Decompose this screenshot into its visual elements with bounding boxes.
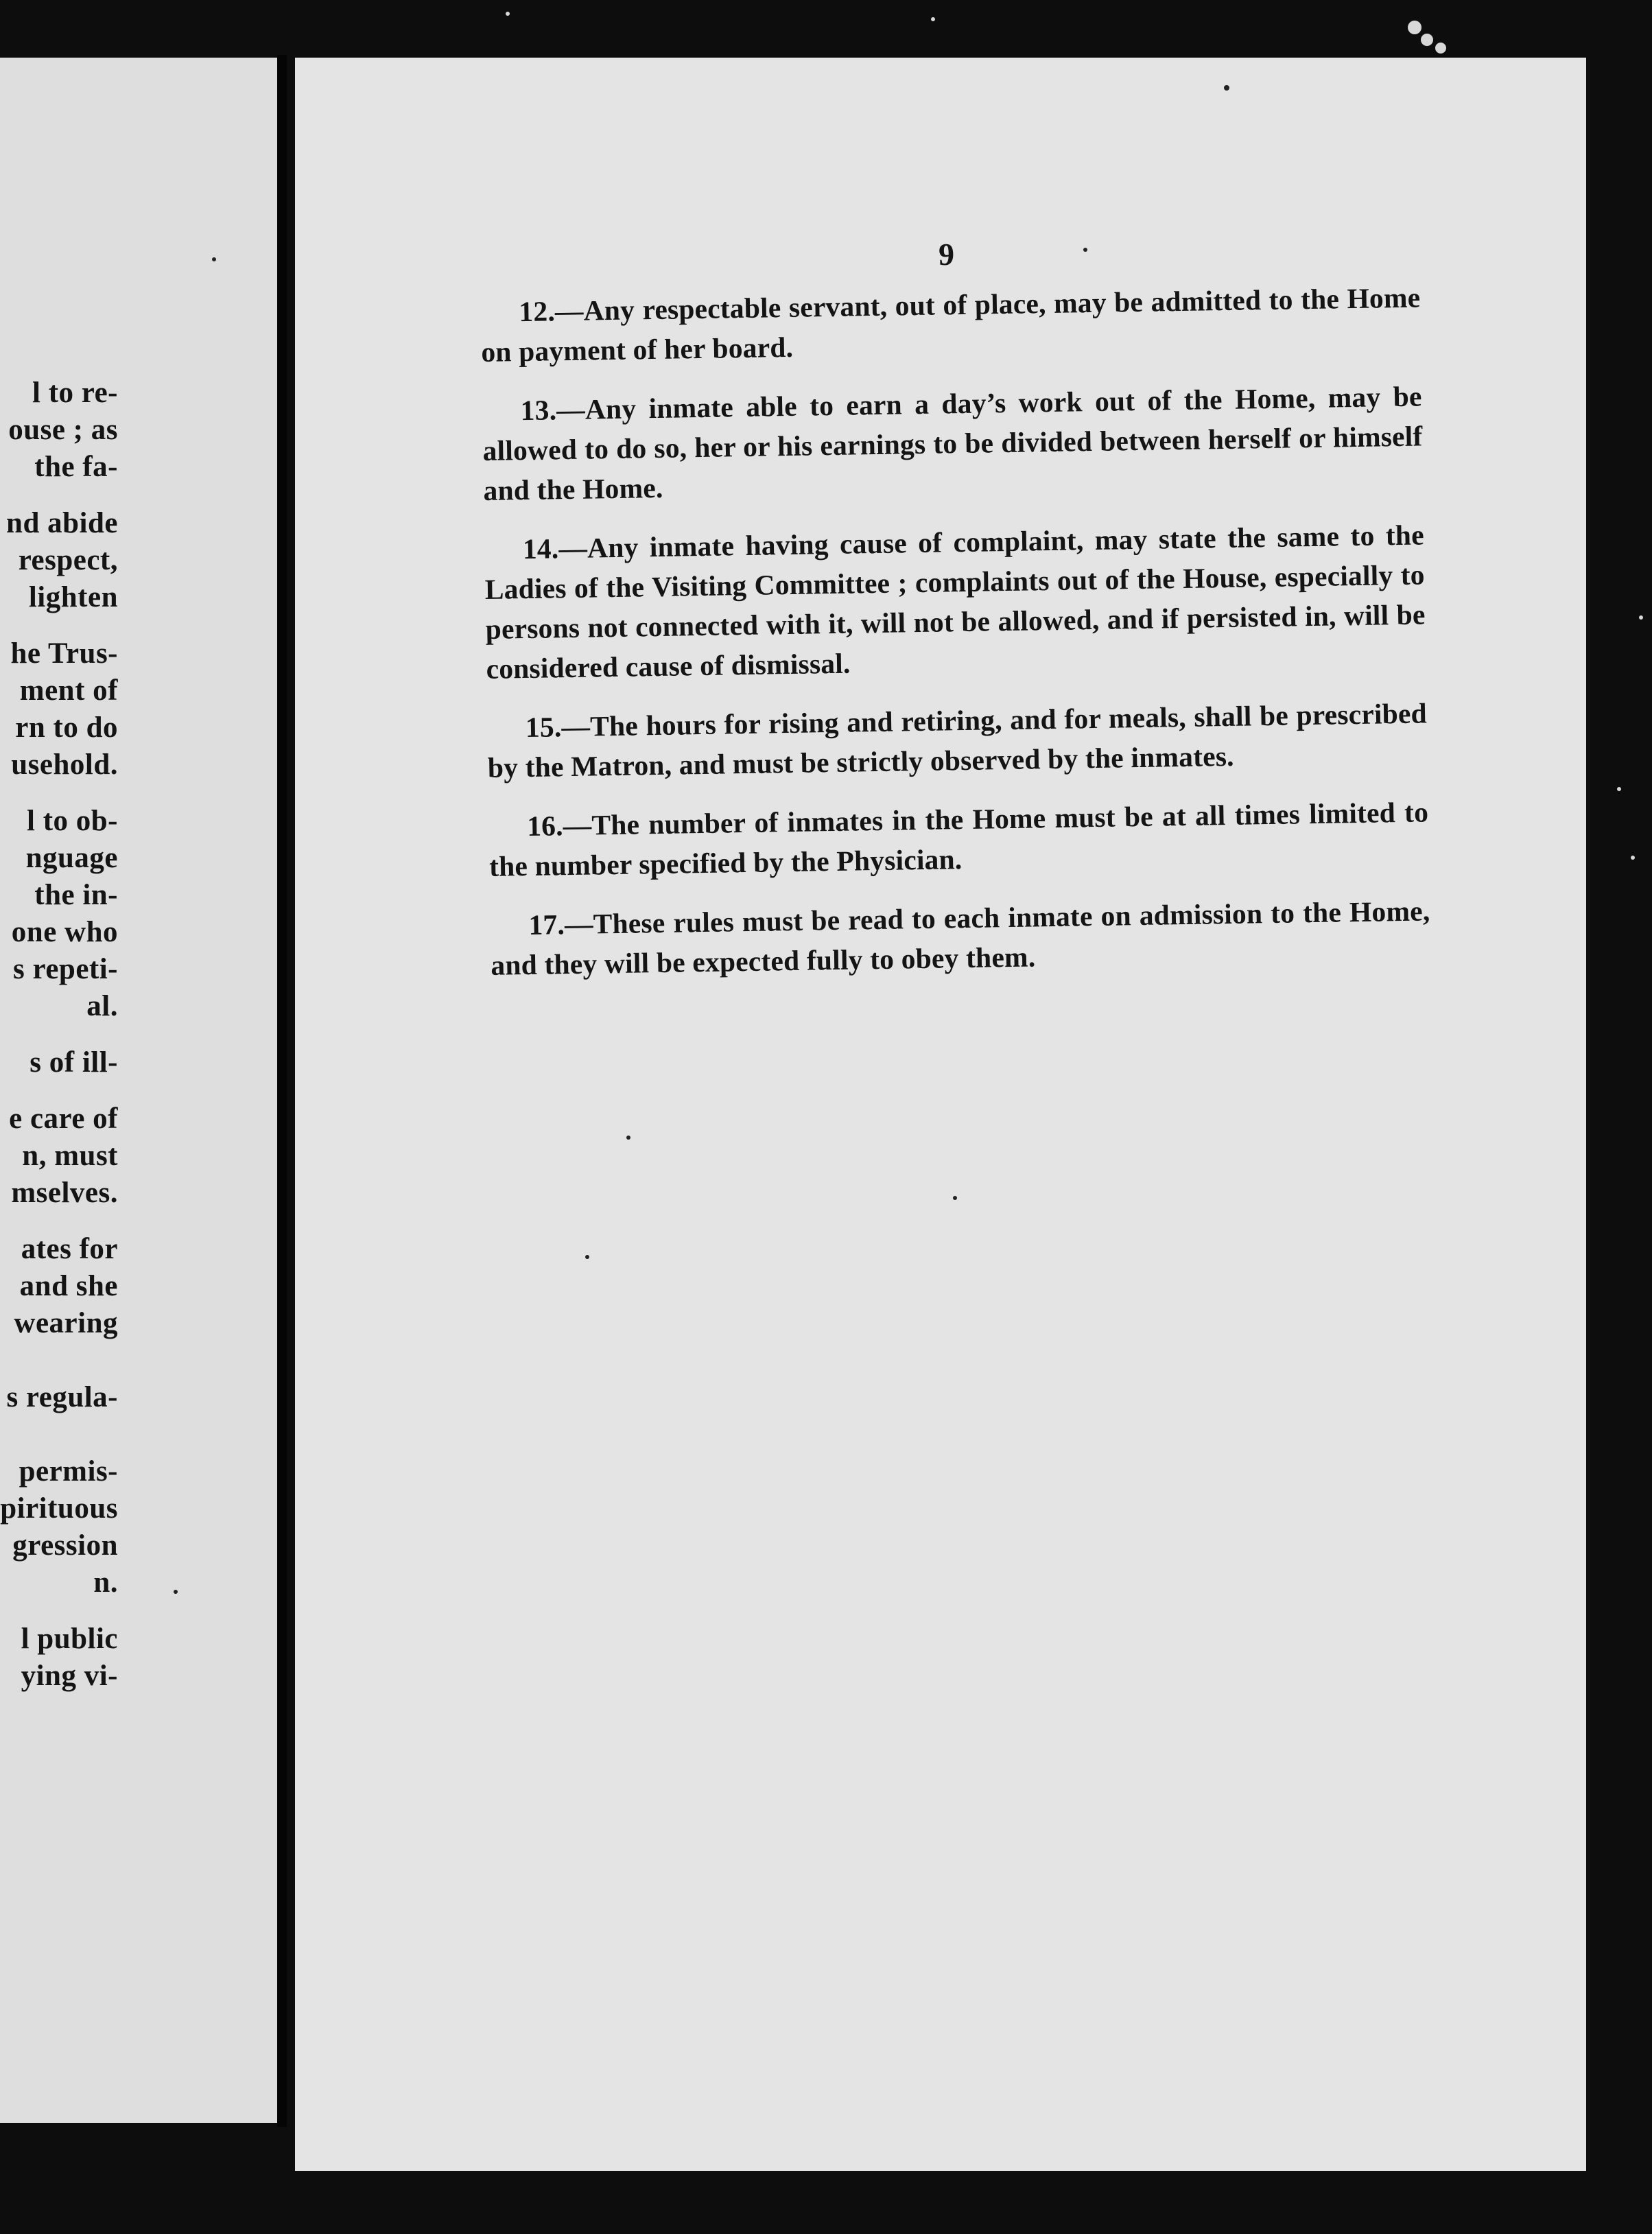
left-line: s of ill- xyxy=(30,1046,118,1079)
left-line: n, must xyxy=(22,1140,118,1172)
rule-text: —Any respectable servant, out of place, may be admitted to the Home on payment of her board. xyxy=(481,281,1421,368)
left-line: the in- xyxy=(34,879,118,911)
left-line: one who xyxy=(11,916,118,948)
left-line: mselves. xyxy=(11,1177,118,1209)
left-line: l public xyxy=(21,1623,118,1655)
left-line: pirituous xyxy=(0,1492,118,1525)
rules-list xyxy=(480,277,1431,1004)
rule-number: 12. xyxy=(519,295,556,328)
main-page xyxy=(295,58,1586,2171)
left-line: l to ob- xyxy=(27,805,118,837)
rule-number: 16. xyxy=(526,810,564,843)
rule-text: —The hours for rising and retiring, and for meals, shall be prescribed by the Matron, and must be strictly observed by the inmates. xyxy=(487,697,1428,784)
left-line: ouse ; as xyxy=(8,414,118,446)
left-line: gression xyxy=(12,1529,118,1562)
left-line: ying vi- xyxy=(21,1660,118,1692)
rule-number: 15. xyxy=(525,711,562,744)
rule-text: —These rules must be read to each inmate on admission to the Home, and they will be expected fully to obey them. xyxy=(491,895,1430,981)
rule-text: —Any inmate having cause of complaint, may state the same to the Ladies of the Visiting Committee ; complaints out of the House, especially to persons not connected with it, will not be allowed, and if persisted in, will be considered cause of dismissal. xyxy=(484,519,1426,685)
left-line: and she xyxy=(19,1270,118,1302)
left-line: s regula- xyxy=(6,1381,118,1413)
left-line: s repeti- xyxy=(13,953,118,985)
rule-15 xyxy=(487,693,1428,788)
left-page-fragment xyxy=(0,58,277,2123)
left-line: lighten xyxy=(28,581,118,613)
rule-17 xyxy=(490,891,1431,985)
left-line: e care of xyxy=(9,1103,118,1135)
rule-14 xyxy=(484,515,1426,688)
rule-text: —The number of inmates in the Home must be at all times limited to the number specified by the Physician. xyxy=(488,796,1429,882)
left-line: he Trus- xyxy=(10,637,118,670)
left-line: l to re- xyxy=(32,377,118,409)
left-line: permis- xyxy=(19,1455,118,1488)
left-line: ates for xyxy=(21,1233,118,1265)
left-line: the fa- xyxy=(34,451,118,483)
left-line: nguage xyxy=(25,842,118,874)
left-line: nd abide xyxy=(6,507,118,539)
left-line: usehold. xyxy=(11,749,118,781)
rule-number: 17. xyxy=(528,908,565,941)
rule-12 xyxy=(480,277,1421,372)
left-page-text xyxy=(0,375,118,1695)
book-spine-gutter xyxy=(277,55,287,2127)
left-line: rn to do xyxy=(15,712,118,744)
left-line: respect, xyxy=(18,544,118,576)
left-line: wearing xyxy=(14,1307,118,1339)
left-line: ment of xyxy=(19,674,118,707)
page-number: 9 xyxy=(939,237,954,272)
left-line: n. xyxy=(93,1566,118,1599)
rule-number: 14. xyxy=(522,532,559,565)
rule-16 xyxy=(488,792,1430,886)
rule-13 xyxy=(482,376,1424,510)
left-line: al. xyxy=(86,990,118,1022)
rule-number: 13. xyxy=(520,394,557,427)
rule-text: —Any inmate able to earn a day’s work out of the Home, may be allowed to do so, her or his earnings to be divided between herself or himself and the Home. xyxy=(482,380,1423,506)
